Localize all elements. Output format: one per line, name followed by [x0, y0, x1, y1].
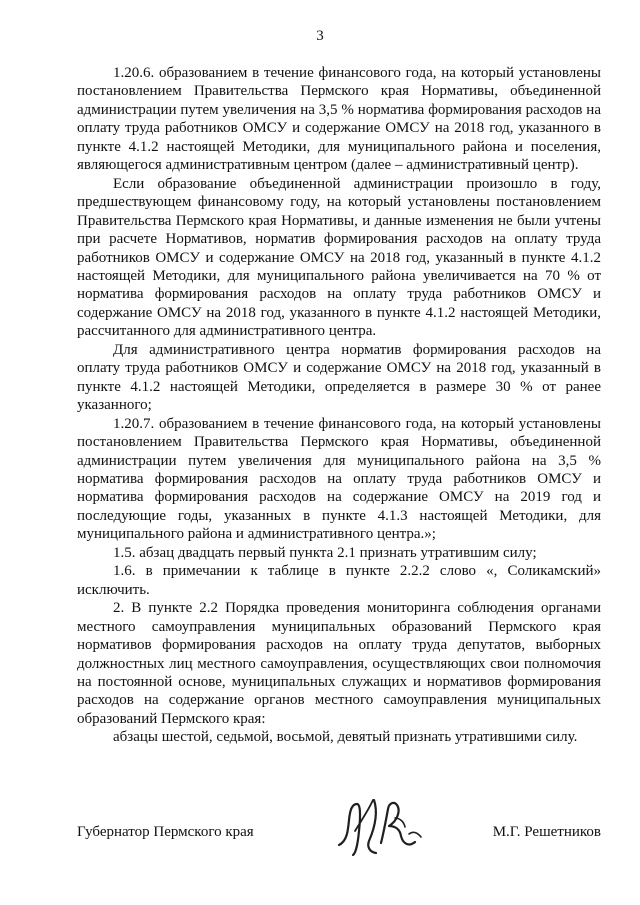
paragraph-united-administration: Если образование объединенной администрации произошло в году, предшествующем финансовому году, на который установлены постановлением Правительства Пермского края Нормативы, и данные изменения не были учтены при расчете Нормативов, норматив формирования расходов на оплату труда работников ОМСУ и содержание ОМСУ на 2018 год, указанный в пункте 4.1.2 настоящей Методики, для муниципального района увеличивается на 70 % от норматива формирования расходов на оплату труда работников ОМСУ и содержание ОМСУ на 2018 год, указанного в пункте 4.1.2 настоящей Методики, рассчитанного для административного центра. [77, 175, 601, 340]
paragraph-administrative-center: Для административного центра норматив формирования расходов на оплату труда работников ОМСУ и содержание ОМСУ на 2018 год, указанный в пункте 4.1.2 настоящей Методики, определяется в размере 30 % от ранее указанного; [77, 341, 601, 414]
handwritten-signature [335, 796, 425, 858]
paragraph-1-20-6: 1.20.6. образованием в течение финансового года, на который установлены постановлением Правительства Пермского края Нормативы, объединенной администрации путем увеличения на 3,5 % норматива формирования расходов на оплату труда работников ОМСУ и содержание ОМСУ на 2018 год, указанного в пункте 4.1.2 настоящей Методики, для муниципального района и поселения, являющегося административным центром (далее – административный центр). [77, 65, 601, 174]
paragraph-1-5: 1.5. абзац двадцать первый пункта 2.1 признать утратившим силу; [113, 544, 537, 561]
paragraph-1-20-7: 1.20.7. образованием в течение финансового года, на который установлены постановлением Правительства Пермского края Нормативы, объединенной администрации путем увеличения для муниципального района на 3,5 % норматива формирования расходов на оплату труда работников ОМСУ и норматива формирования расходов на содержание ОМСУ на 2019 год и последующие годы, указанных в пункте 4.1.3 настоящей Методики, для муниципального района и административного центра.»; [77, 415, 601, 543]
document-body [77, 64, 601, 747]
paragraph-2: 2. В пункте 2.2 Порядка проведения мониторинга соблюдения органами местного самоуправления муниципальных образований Пермского края нормативов формирования расходов на оплату труда депутатов, выборных должностных лиц местного самоуправления, осуществляющих свои полномочия на постоянной основе, муниципальных служащих и нормативов формирования расходов на содержание органов местного самоуправления муниципальных образований Пермского края: [77, 600, 601, 727]
page-number: 3 [316, 28, 324, 44]
signer-title: Губернатор Пермского края [77, 824, 254, 840]
paragraph-repeal: абзацы шестой, седьмой, восьмой, девятый признать утратившими силу. [113, 729, 578, 746]
paragraph-1-6: 1.6. в примечании к таблице в пункте 2.2.2 слово «, Соликамский» исключить. [77, 563, 601, 598]
signer-name: М.Г. Решетников [492, 824, 601, 840]
